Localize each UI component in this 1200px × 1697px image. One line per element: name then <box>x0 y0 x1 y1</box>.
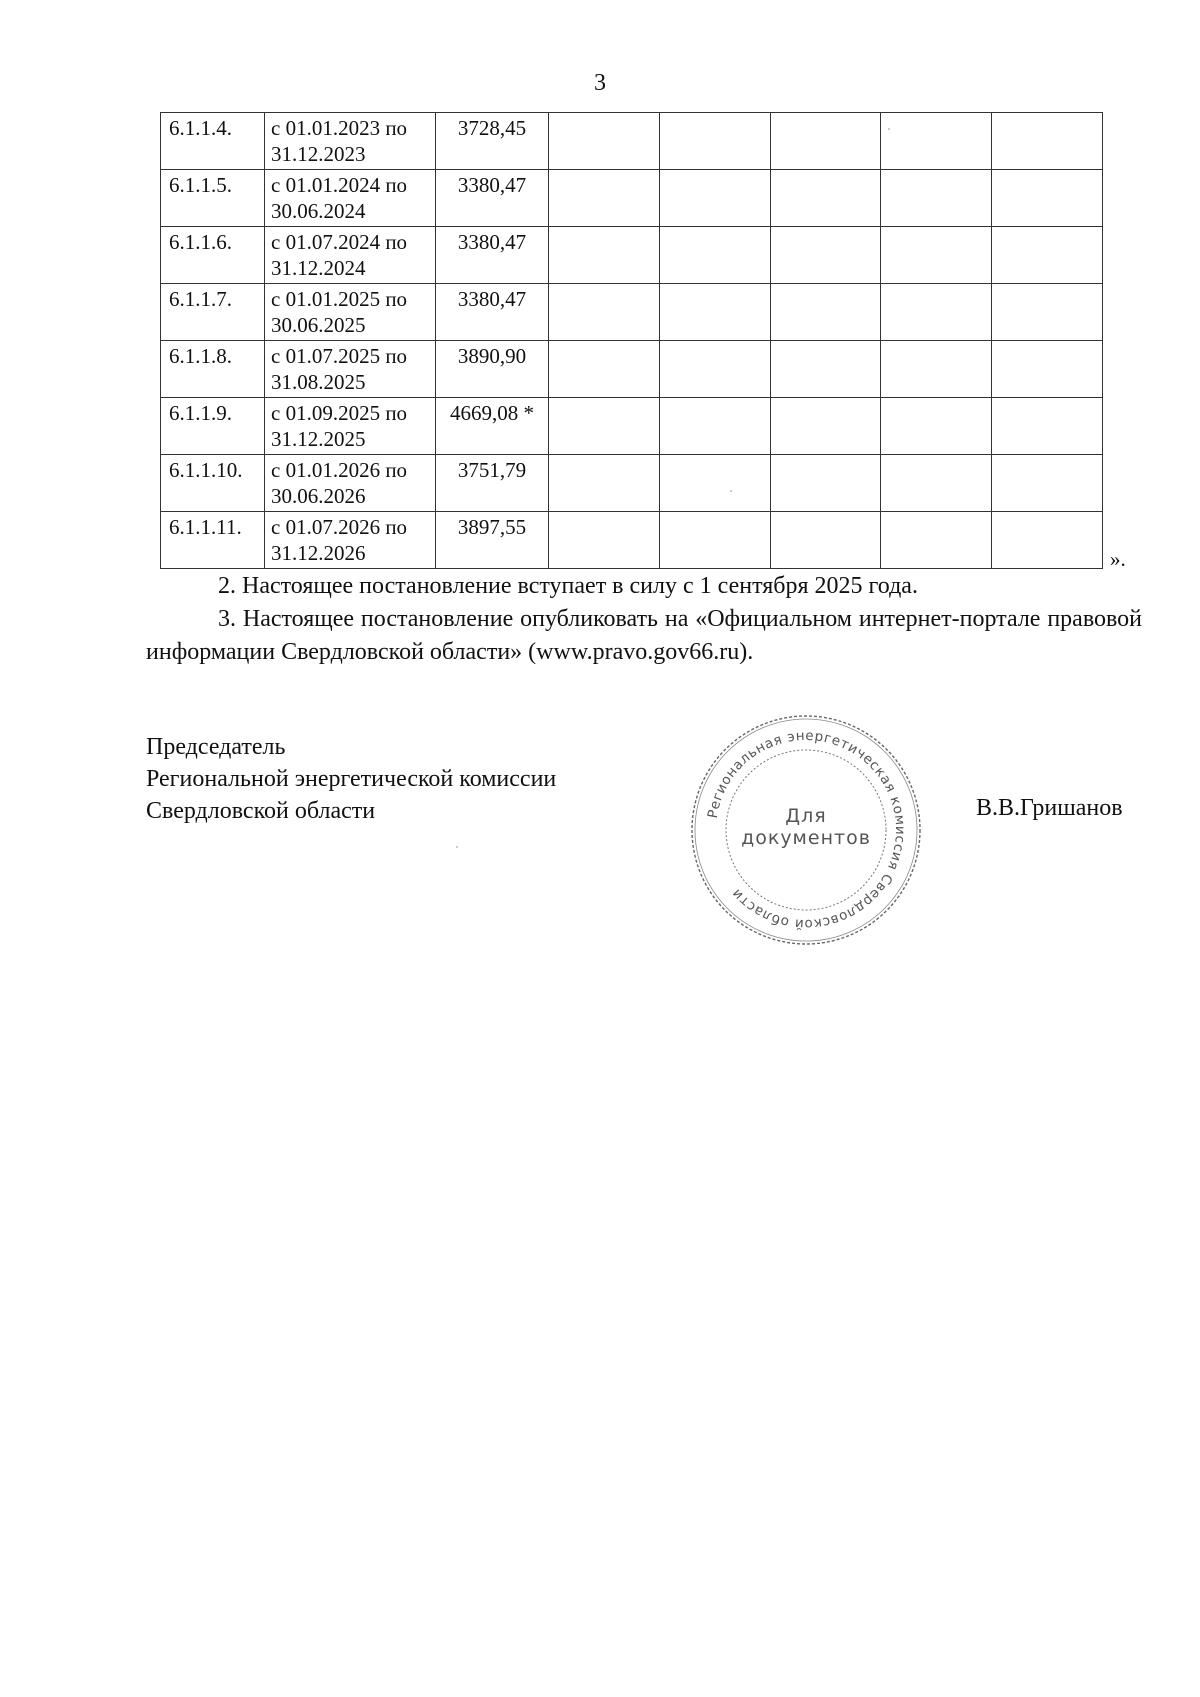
period-start: с 01.07.2025 по <box>271 344 408 368</box>
period-cell <box>265 113 436 170</box>
empty-cell <box>770 113 881 170</box>
row-number-cell: 6.1.1.7. <box>161 284 265 341</box>
empty-cell <box>659 170 770 227</box>
scan-speck <box>456 846 458 848</box>
table-row <box>161 512 1103 569</box>
stamp-center-line-2: документов <box>741 827 871 849</box>
official-stamp <box>688 712 924 948</box>
period-end: 31.12.2024 <box>271 256 366 280</box>
row-number-cell: 6.1.1.4. <box>161 113 265 170</box>
tariff-value-cell: 3890,90 <box>436 341 549 398</box>
period-end: 31.08.2025 <box>271 370 366 394</box>
row-number-cell: 6.1.1.8. <box>161 341 265 398</box>
page-number: 3 <box>594 70 606 96</box>
tariff-table-body <box>161 113 1103 569</box>
empty-cell <box>992 398 1103 455</box>
empty-cell <box>881 455 992 512</box>
table-row <box>161 227 1103 284</box>
empty-cell <box>992 170 1103 227</box>
empty-cell <box>549 227 660 284</box>
period-cell <box>265 512 436 569</box>
empty-cell <box>659 341 770 398</box>
closing-quote: ». <box>1110 547 1126 571</box>
row-number-cell: 6.1.1.9. <box>161 398 265 455</box>
table-row <box>161 284 1103 341</box>
empty-cell <box>770 398 881 455</box>
empty-cell <box>881 341 992 398</box>
period-end: 31.12.2026 <box>271 541 366 565</box>
empty-cell <box>992 113 1103 170</box>
empty-cell <box>659 398 770 455</box>
period-start: с 01.09.2025 по <box>271 401 408 425</box>
period-end: 30.06.2025 <box>271 313 366 337</box>
stamp-center <box>688 712 924 948</box>
empty-cell <box>549 113 660 170</box>
empty-cell <box>992 512 1103 569</box>
tariff-value-cell: 3897,55 <box>436 512 549 569</box>
empty-cell <box>549 284 660 341</box>
period-start: с 01.01.2024 по <box>271 173 408 197</box>
empty-cell <box>659 512 770 569</box>
row-number-cell: 6.1.1.6. <box>161 227 265 284</box>
empty-cell <box>549 398 660 455</box>
signatory-title-line-2: Региональной энергетической комиссии <box>146 766 557 792</box>
signatory-name: В.В.Гришанов <box>976 795 1123 821</box>
table-row <box>161 455 1103 512</box>
empty-cell <box>881 284 992 341</box>
table-row <box>161 113 1103 170</box>
period-cell <box>265 284 436 341</box>
signatory-title-line-1: Председатель <box>146 734 286 760</box>
period-start: с 01.01.2025 по <box>271 287 408 311</box>
empty-cell <box>770 170 881 227</box>
signatory-title-line-3: Свердловской области <box>146 798 376 824</box>
empty-cell <box>659 227 770 284</box>
empty-cell <box>992 284 1103 341</box>
paragraph-2: 2. Настоящее постановление вступает в силу с 1 сентября 2025 года. <box>218 573 918 599</box>
period-end: 31.12.2025 <box>271 427 366 451</box>
empty-cell <box>770 227 881 284</box>
tariff-value-cell: 3380,47 <box>436 227 549 284</box>
empty-cell <box>881 170 992 227</box>
empty-cell <box>992 341 1103 398</box>
signatory-title <box>146 731 556 827</box>
period-start: с 01.07.2024 по <box>271 230 408 254</box>
empty-cell <box>881 398 992 455</box>
stamp-ring-text: Региональная энергетическая комиссия Свердловской области <box>704 727 909 933</box>
table-row <box>161 170 1103 227</box>
scan-speck <box>730 490 732 492</box>
period-cell <box>265 227 436 284</box>
period-start: с 01.07.2026 по <box>271 515 408 539</box>
table-row <box>161 398 1103 455</box>
tariff-table <box>160 112 1103 569</box>
period-start: с 01.01.2023 по <box>271 116 408 140</box>
empty-cell <box>992 455 1103 512</box>
empty-cell <box>549 512 660 569</box>
stamp-center-line-1: Для <box>785 805 827 827</box>
empty-cell <box>881 227 992 284</box>
empty-cell <box>659 113 770 170</box>
period-cell <box>265 455 436 512</box>
tariff-value-cell: 3728,45 <box>436 113 549 170</box>
empty-cell <box>549 341 660 398</box>
empty-cell <box>659 284 770 341</box>
empty-cell <box>549 170 660 227</box>
tariff-value-cell: 3751,79 <box>436 455 549 512</box>
tariff-value-cell: 4669,08 * <box>436 398 549 455</box>
empty-cell <box>659 455 770 512</box>
table-row <box>161 341 1103 398</box>
tariff-value-cell: 3380,47 <box>436 284 549 341</box>
paragraph-3: 3. Настоящее постановление опубликовать на «Официальном интернет-портале правовой информации Свердловской области» (www.pravo.gov66.ru). <box>146 606 1142 665</box>
empty-cell <box>770 341 881 398</box>
period-cell <box>265 341 436 398</box>
period-end: 30.06.2026 <box>271 484 366 508</box>
row-number-cell: 6.1.1.11. <box>161 512 265 569</box>
empty-cell <box>770 455 881 512</box>
empty-cell <box>770 512 881 569</box>
empty-cell <box>881 512 992 569</box>
period-start: с 01.01.2026 по <box>271 458 408 482</box>
empty-cell <box>881 113 992 170</box>
row-number-cell: 6.1.1.5. <box>161 170 265 227</box>
period-cell <box>265 170 436 227</box>
empty-cell <box>549 455 660 512</box>
empty-cell <box>992 227 1103 284</box>
empty-cell <box>770 284 881 341</box>
period-cell <box>265 398 436 455</box>
row-number-cell: 6.1.1.10. <box>161 455 265 512</box>
scan-speck <box>888 128 890 130</box>
period-end: 30.06.2024 <box>271 199 366 223</box>
period-end: 31.12.2023 <box>271 142 366 166</box>
tariff-value-cell: 3380,47 <box>436 170 549 227</box>
